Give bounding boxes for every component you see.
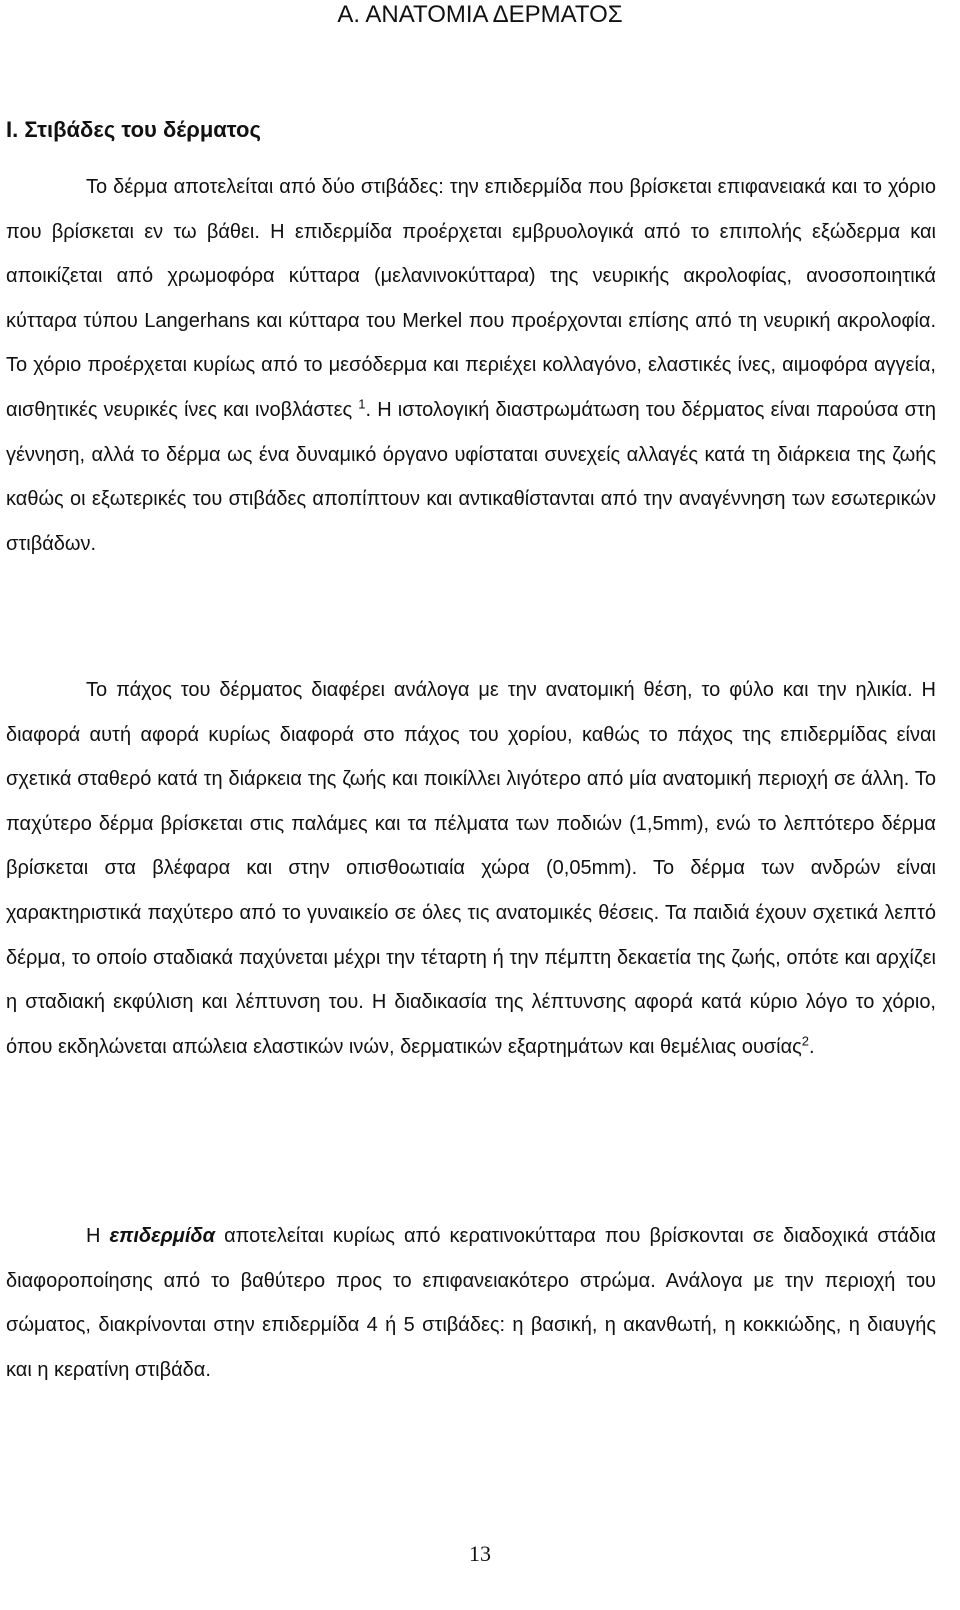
paragraph-3-text-b: αποτελείται κυρίως από κερατινοκύτταρα που βρίσκονται σε διαδοχικά στάδια διαφοροποίησης από το βαθύτερο προς το επιφανειακότερο στρώμα. Ανάλογα με την περιοχή του σώματος, διακρίνονται στην επιδερμίδα 4 ή 5 στιβάδες: η βασική, η ακανθωτή, η κοκκιώδης, η διαυγής και η κερατίνη στιβάδα. [6,1225,936,1381]
paragraph-1 [6,165,936,566]
paragraph-1-text-b: . Η ιστολογική διαστρωμάτωση του δέρματος είναι παρούσα στη γέννηση, αλλά το δέρμα ως ένα δυναμικό όργανο υφίσταται συνεχείς αλλαγές κατά τη διάρκεια της ζωής καθώς οι εξωτερικές του στιβάδες αποπίπτουν και αντικαθίστανται από την αναγέννηση των εσωτερικών στιβάδων. [6,398,936,555]
paragraph-1-text-a: Το δέρμα αποτελείται από δύο στιβάδες: την επιδερμίδα που βρίσκεται επιφανειακά και το χόριο που βρίσκεται εν τω βάθει. Η επιδερμίδα προέρχεται εμβρυολογικά από το επιπολής εξώδερμα και αποικίζεται από χρωμοφόρα κύτταρα (μελανινοκύτταρα) της νευρικής ακρολοφίας, ανοσοποιητικά κύτταρα τύπου Langerhans και κύτταρα του Merkel που προέρχονται επίσης από τη νευρική ακρολοφία. Το χόριο προέρχεται κυρίως από το μεσόδερμα και περιέχει κολλαγόνο, ελαστικές ίνες, αιμοφόρα αγγεία, αισθητικές νευρικές ίνες και ινοβλάστες [6,176,936,421]
footnote-ref-2: 2 [801,1033,810,1049]
footnote-ref-1: 1 [358,396,366,412]
paragraph-2 [6,668,936,1069]
paragraph-2-text-b: . [809,1035,815,1058]
document-title: Α. ΑΝΑΤΟΜΙΑ ΔΕΡΜΑΤΟΣ [337,1,623,28]
paragraph-3 [6,1214,936,1392]
paragraph-2-text-a: Το πάχος του δέρματος διαφέρει ανάλογα με την ανατομική θέση, το φύλο και την ηλικία. Η διαφορά αυτή αφορά κυρίως διαφορά στο πάχος του χορίου, καθώς το πάχος της επιδερμίδας είναι σχετικά σταθερό κατά τη διάρκεια της ζωής και ποικίλλει λιγότερο από μία ανατομική περιοχή σε άλλη. Το παχύτερο δέρμα βρίσκεται στις παλάμες και τα πέλματα των ποδιών (1,5mm), ενώ το λεπτότερο δέρμα βρίσκεται στα βλέφαρα και στην οπισθοωτιαία χώρα (0,05mm). Το δέρμα των ανδρών είναι χαρακτηριστικά παχύτερο από το γυναικείο σε όλες τις ανατομικές θέσεις. Τα παιδιά έχουν σχετικά λεπτό δέρμα, το οποίο σταδιακά παχύνεται μέχρι την τέταρτη ή την πέμπτη δεκαετία της ζωής, οπότε και αρχίζει η σταδιακή εκφύλιση και λέπτυνση του. Η διαδικασία της λέπτυνσης αφορά κατά κύριο λόγο το χόριο, όπου εκδηλώνεται απώλεια ελαστικών ινών, δερματικών εξαρτημάτων και θεμέλιας ουσίας [6,679,936,1058]
page-number: 13 [469,1541,491,1566]
emphasized-term: επιδερμίδα [109,1225,216,1247]
paragraph-3-text-a: Η [86,1225,110,1247]
section-heading: Ι. Στιβάδες του δέρματος [6,117,261,142]
